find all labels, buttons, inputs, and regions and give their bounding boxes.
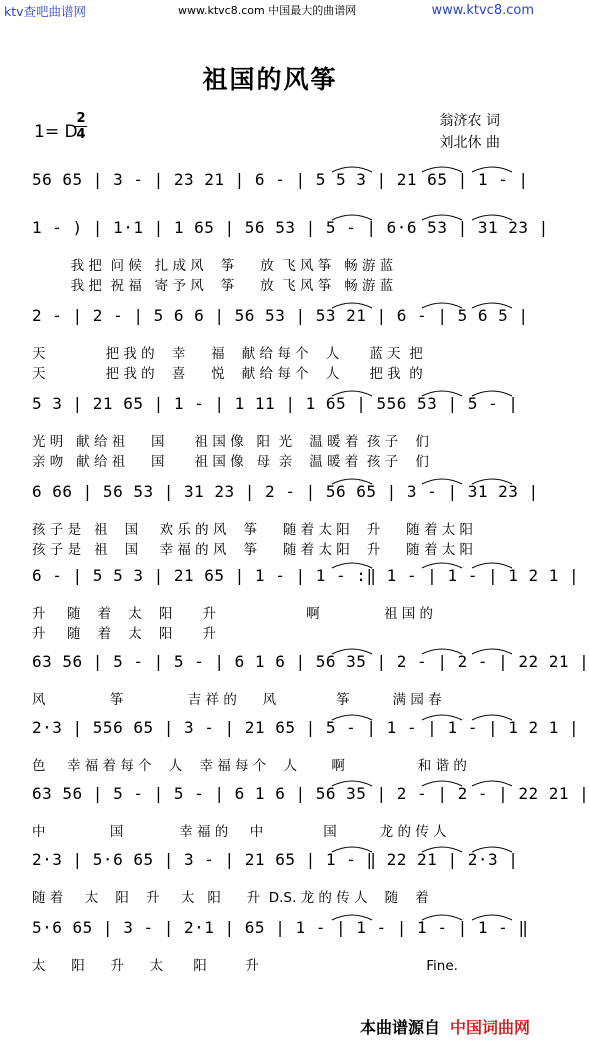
slur-arc <box>422 563 462 568</box>
slur-arc <box>472 847 512 852</box>
lyric-line: 亲 吻 献 给 祖 国 祖 国 像 母 亲 温 暖 着 孩 子 们 <box>32 454 429 470</box>
lyric-line: 太 阳 升 太 阳 升 Fine. <box>32 958 458 974</box>
slur-arc <box>332 781 372 786</box>
score-line <box>32 394 519 424</box>
notation-line: 63 56 | 5 - | 5 - | 6 1 6 | 56 35 | 2 - | 2 - | 22 21 | <box>32 784 589 803</box>
score-line <box>32 718 580 748</box>
slur-arc <box>332 215 372 220</box>
slur-arc <box>332 915 372 920</box>
slur-marks <box>32 548 580 604</box>
notation-line: 5 3 | 21 65 | 1 - | 1 11 | 1 65 | 556 53 | 5 - | <box>32 394 519 413</box>
slur-marks <box>32 464 539 520</box>
slur-arc <box>422 167 462 172</box>
slur-arc <box>422 781 462 786</box>
lyric-line: 随 着 太 阳 升 太 阳 升 D.S. 龙 的 传 人 随 着 <box>32 890 429 906</box>
slur-arc <box>472 303 512 308</box>
slur-arc <box>472 781 512 786</box>
slur-arc <box>332 479 372 484</box>
lyric-line: 升 随 着 太 阳 升 啊 祖 国 的 <box>32 606 434 622</box>
slur-arc <box>472 391 512 396</box>
lyric-line: 风 筝 吉 祥 的 风 筝 满 园 春 <box>32 692 442 708</box>
slur-arc <box>422 847 462 852</box>
score-line <box>32 306 529 336</box>
score-line <box>32 170 529 200</box>
slur-arc <box>472 479 512 484</box>
footer-source-site: 中国词曲网 <box>449 1018 530 1037</box>
lyric-line: 我 把 祝 福 寄 予 风 筝 放 飞 风 筝 畅 游 蓝 <box>32 278 394 294</box>
slur-arc <box>422 391 462 396</box>
notation-line: 1 - ) | 1·1 | 1 65 | 56 53 | 5 - | 6·6 53 | 31 23 | <box>32 218 549 237</box>
slur-arc <box>422 915 462 920</box>
notation-line: 2·3 | 5·6 65 | 3 - | 21 65 | 1 - ‖ 22 21 | 2·3 | <box>32 850 519 869</box>
slur-arc <box>472 715 512 720</box>
notation-line: 5·6 65 | 3 - | 2·1 | 65 | 1 - | 1 - | 1 - | 1 - ‖ <box>32 918 529 937</box>
slur-arc <box>332 391 372 396</box>
score-line <box>32 566 580 596</box>
slur-arc <box>332 167 372 172</box>
slur-marks <box>32 200 549 256</box>
lyric-line: 天 把 我 的 幸 福 献 给 每 个 人 蓝 天 把 <box>32 346 423 362</box>
slur-arc <box>472 563 512 568</box>
slur-marks <box>32 832 519 888</box>
lyric-line: 色 幸 福 着 每 个 人 幸 福 每 个 人 啊 和 谐 的 <box>32 758 467 774</box>
slur-marks <box>32 376 519 432</box>
slur-arc <box>472 215 512 220</box>
slur-arc <box>422 303 462 308</box>
notation-line: 63 56 | 5 - | 5 - | 6 1 6 | 56 35 | 2 - | 2 - | 22 21 | <box>32 652 589 671</box>
notation-line: 6 66 | 56 53 | 31 23 | 2 - | 56 65 | 3 - | 31 23 | <box>32 482 539 501</box>
score-line <box>32 784 589 814</box>
footer-source <box>360 1015 530 1038</box>
slur-arc <box>422 649 462 654</box>
score-line <box>32 218 549 248</box>
composer-credit: 刘北休 曲 <box>439 135 500 151</box>
lyric-line: 光 明 献 给 祖 国 祖 国 像 阳 光 温 暖 着 孩 子 们 <box>32 434 429 450</box>
lyric-line: 升 随 着 太 阳 升 <box>32 626 216 642</box>
notation-line: 56 65 | 3 - | 23 21 | 6 - | 5 5 3 | 21 65 | 1 - | <box>32 170 529 189</box>
time-signature-top: 2 <box>76 111 86 126</box>
notation-line: 6 - | 5 5 3 | 21 65 | 1 - | 1 - :‖ 1 - | 1 - | 1 2 1 | <box>32 566 580 585</box>
score-line <box>32 850 519 880</box>
lyricist-credit: 翁济农 词 <box>439 113 500 129</box>
score-line <box>32 652 589 682</box>
time-signature <box>75 112 87 141</box>
slur-arc <box>332 649 372 654</box>
time-signature-bottom: 4 <box>76 127 86 142</box>
slur-arc <box>422 715 462 720</box>
key-signature: 1= D <box>34 122 78 142</box>
lyric-line: 我 把 问 候 扎 成 风 筝 放 飞 风 筝 畅 游 蓝 <box>32 258 394 274</box>
slur-marks <box>32 900 529 956</box>
slur-arc <box>472 649 512 654</box>
song-title: 祖国的风筝 <box>202 65 338 94</box>
site-url-right: www.ktvc8.com <box>431 3 534 18</box>
lyric-line: 孩 子 是 祖 国 幸 福 的 风 筝 随 着 太 阳 升 随 着 太 阳 <box>32 542 474 558</box>
slur-marks <box>32 700 580 756</box>
slur-marks <box>32 288 529 344</box>
slur-arc <box>422 479 462 484</box>
slur-arc <box>332 303 372 308</box>
score-line <box>32 918 529 948</box>
slur-arc <box>332 715 372 720</box>
notation-line: 2 - | 2 - | 5 6 6 | 56 53 | 53 21 | 6 - | 5 6 5 | <box>32 306 529 325</box>
slur-marks <box>32 634 589 690</box>
site-name-left: ktv查吧曲谱网 <box>4 4 87 19</box>
footer-source-label: 本曲谱源自 <box>359 1018 440 1037</box>
slur-arc <box>332 563 372 568</box>
notation-line: 2·3 | 556 65 | 3 - | 21 65 | 5 - | 1 - | 1 - | 1 2 1 | <box>32 718 580 737</box>
slur-arc <box>332 847 372 852</box>
score-line <box>32 482 539 512</box>
slur-arc <box>472 915 512 920</box>
site-tagline: www.ktvc8.com 中国最大的曲谱网 <box>178 4 357 17</box>
slur-arc <box>472 167 512 172</box>
lyric-line: 天 把 我 的 喜 悦 献 给 每 个 人 把 我 的 <box>32 366 423 382</box>
lyric-line: 中 国 幸 福 的 中 国 龙 的 传 人 <box>32 824 447 840</box>
slur-marks <box>32 766 589 822</box>
slur-arc <box>422 215 462 220</box>
lyric-line: 孩 子 是 祖 国 欢 乐 的 风 筝 随 着 太 阳 升 随 着 太 阳 <box>32 522 474 538</box>
